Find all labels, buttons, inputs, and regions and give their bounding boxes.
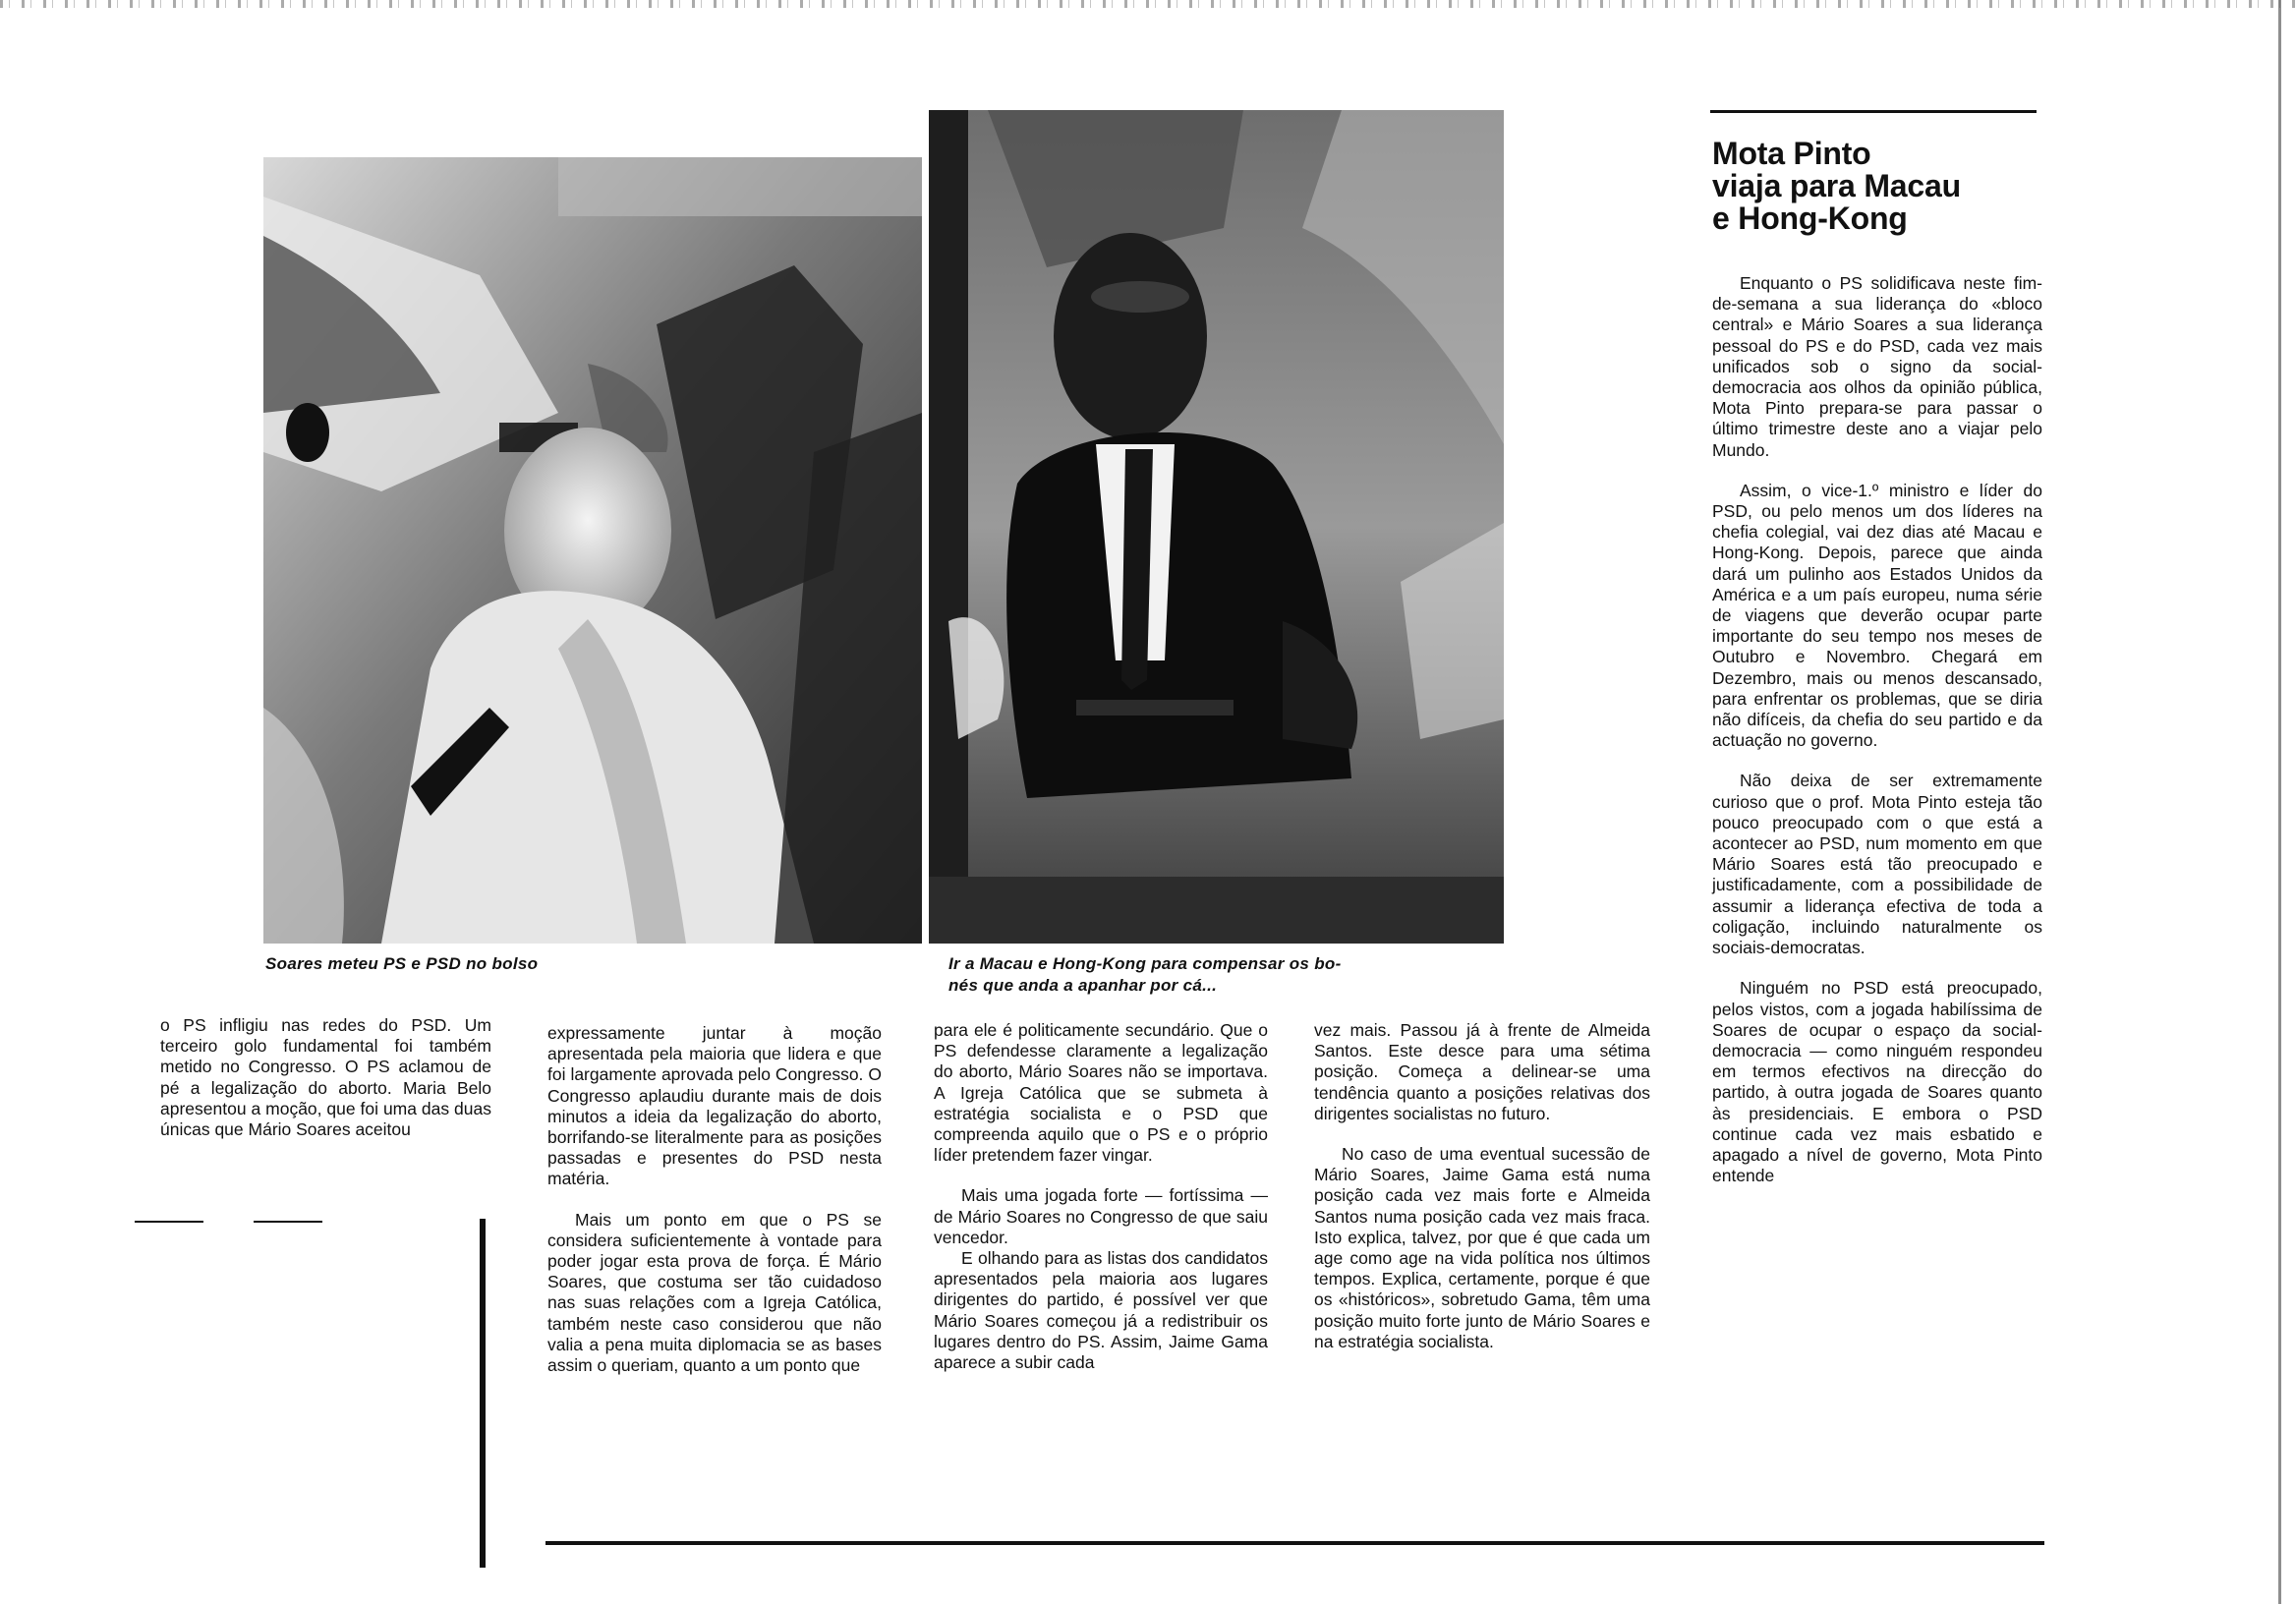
column-1-paragraph: o PS infligiu nas redes do PSD. Um terceiro golo fundamental foi também metido no Congresso. O PS aclamou de pé a legalização do aborto. Maria Belo apresentou a moção, que foi uma das duas únicas que Mário Soares aceitou <box>160 1015 491 1140</box>
photo-soares <box>263 157 922 944</box>
column-1 <box>160 1015 491 1140</box>
headline-line-2: viaja para Macau <box>1712 168 1961 203</box>
column-3 <box>934 1020 1268 1373</box>
sidebar-body <box>1712 273 2042 1186</box>
column-rule-short <box>135 1221 203 1223</box>
column-4-paragraph-1: vez mais. Passou já à frente de Almeida Santos. Este desce para uma sétima posição. Começa a delinear-se uma tendência quanto a posições relativas dos dirigentes socialistas no futuro. <box>1314 1020 1650 1123</box>
caption-right <box>948 953 1499 997</box>
sidebar-headline <box>1712 138 2037 235</box>
bottom-rule <box>545 1541 2044 1545</box>
column-4 <box>1314 1020 1650 1352</box>
column-3-paragraph-2: Mais uma jogada forte — fortíssima — de Mário Soares no Congresso de que saiu vencedor. <box>934 1185 1268 1247</box>
scan-edge-noise <box>0 0 2296 8</box>
photo-mota-pinto-image <box>929 110 1504 944</box>
column-4-paragraph-2: No caso de uma eventual sucessão de Mário Soares, Jaime Gama está numa posição cada vez mais forte e Almeida Santos numa posição cada vez mais fraca. Isto explica, talvez, por que é que cada um age como age na vida política nos últimos tempos. Explica, certamente, porque é que os «históricos», sobretudo Gama, têm uma posição muito forte junto de Mário Soares e na estratégia socialista. <box>1314 1144 1650 1351</box>
photo-soares-image <box>263 157 922 944</box>
photo-mota-pinto <box>929 110 1504 944</box>
caption-right-line-1: Ir a Macau e Hong-Kong para compensar os bo- <box>948 954 1342 973</box>
column-rule-short-2 <box>254 1221 322 1223</box>
column-3-paragraph-3: E olhando para as listas dos candidatos apresentados pela maioria aos lugares dirigentes do partido, é possível ver que Mário Soares começou já a redistribuir os lugares dentro do PS. Assim, Jaime Gama aparece a subir cada <box>934 1248 1268 1373</box>
column-3-paragraph-1: para ele é politicamente secundário. Que o PS defendesse claramente a legalização do aborto, Mário Soares não se importava. A Igreja Católica que se submeta à estratégia socialista e o PSD que compreenda aquilo que o PS e o próprio líder pretendem fazer vingar. <box>934 1020 1268 1166</box>
sidebar-paragraph-3: Não deixa de ser extremamente curioso que o prof. Mota Pinto esteja tão pouco preocupado com o que está a acontecer ao PSD, num momento em que Mário Soares está tão preocupado e justificadamente, com a possibilidade de assumir a liderança efectiva de toda a coligação, incluindo naturalmente os sociais-democratas. <box>1712 771 2042 958</box>
column-2-paragraph-1: expressamente juntar à moção apresentada pela maioria que lidera e que foi largamente aprovada pelo Congresso. O Congresso aplaudiu durante mais de dois minutos a ideia da legalização do aborto, borrifando-se literalmente para as posições passadas e presentes do PSD nesta matéria. <box>547 1023 882 1189</box>
sidebar-paragraph-4: Ninguém no PSD está preocupado, pelos vistos, com a jogada habilíssima de Soares de ocupar o espaço da social-democracia — como ninguém respondeu em termos efectivos na direcção do partido, à outra jogada de Soares quanto às presidenciais. E embora o PSD continue cada vez mais esbatido e apagado a nível de governo, Mota Pinto entende <box>1712 978 2042 1186</box>
caption-right-line-2: nés que anda a apanhar por cá... <box>948 976 1218 995</box>
column-2 <box>547 1023 882 1376</box>
sidebar-paragraph-2: Assim, o vice-1.º ministro e líder do PSD, ou pelo menos um dos líderes na chefia colegial, vai dez dias até Macau e Hong-Kong. Depois, parece que ainda dará um pulinho aos Estados Unidos da América e a um país europeu, numa série de viagens que deverão ocupar parte importante do seu tempo nos meses de Outubro e Novembro. Chegará em Dezembro, mais ou menos descansado, para enfrentar os problemas, que se diria não difíceis, da chefia do seu partido e da actuação no governo. <box>1712 480 2042 751</box>
sidebar-top-rule <box>1710 110 2037 113</box>
headline-line-1: Mota Pinto <box>1712 136 1871 171</box>
caption-left: Soares meteu PS e PSD no bolso <box>265 954 539 973</box>
vertical-rule <box>480 1219 486 1568</box>
column-2-paragraph-2: Mais um ponto em que o PS se considera suficientemente à vontade para poder jogar esta prova de força. É Mário Soares, que costuma ser tão cuidadoso nas suas relações com a Igreja Católica, também neste caso considerou que não valia a pena muita diplomacia se as bases assim o queriam, quanto a um ponto que <box>547 1209 882 1376</box>
sidebar-paragraph-1: Enquanto o PS solidificava neste fim-de-semana a sua liderança do «bloco central» e Mário Soares a sua liderança pessoal do PS e do PSD, cada vez mais unificados sob o signo da social-democracia aos olhos da opinião pública, Mota Pinto prepara-se para passar o último trimestre deste ano a viajar pelo Mundo. <box>1712 273 2042 460</box>
scan-page-edge <box>2278 0 2281 1604</box>
headline-line-3: e Hong-Kong <box>1712 200 1908 236</box>
